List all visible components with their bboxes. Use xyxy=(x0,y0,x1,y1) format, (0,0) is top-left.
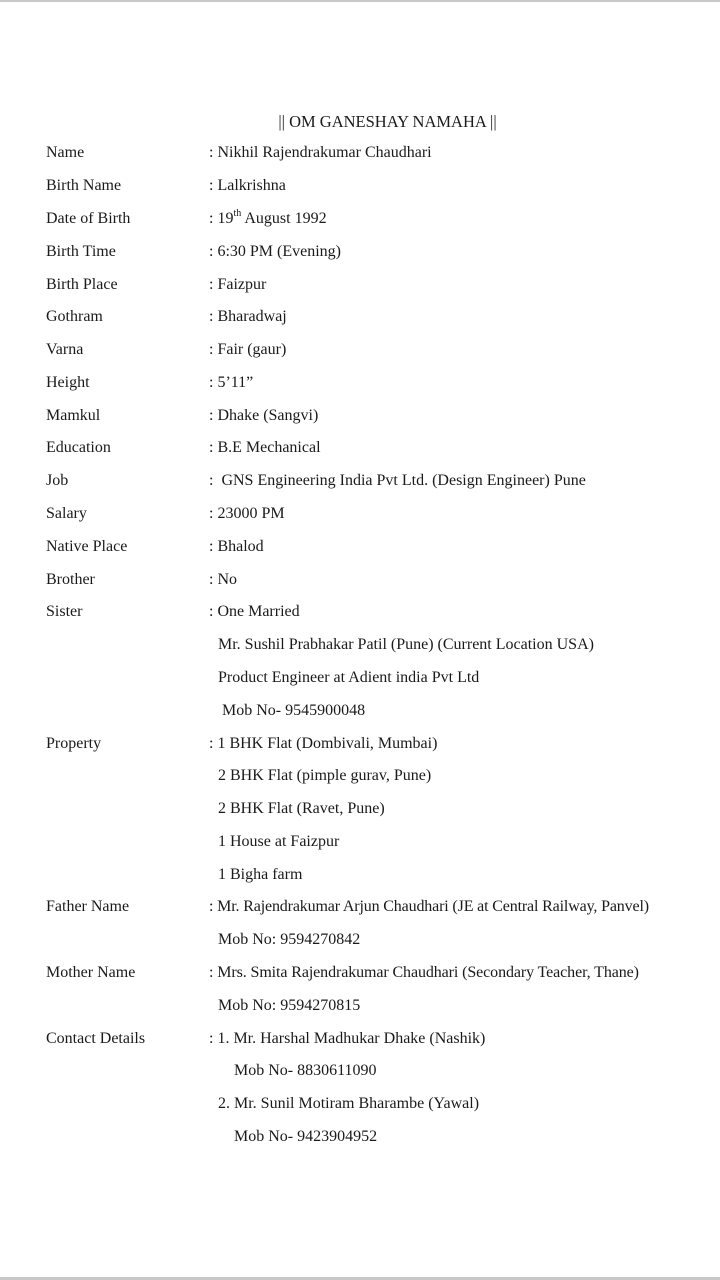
field-value: : 1. Mr. Harshal Madhukar Dhake (Nashik) xyxy=(209,1030,486,1047)
top-border xyxy=(0,0,720,2)
field-label: Property xyxy=(46,735,102,752)
field-label: Father Name xyxy=(46,898,130,915)
field-label: Height xyxy=(46,374,90,391)
dob-ordinal: th xyxy=(233,207,242,219)
field-label: Mother Name xyxy=(46,964,136,981)
continuation-text: 1 House at Faizpur xyxy=(218,833,340,850)
continuation-text: Mob No- 8830611090 xyxy=(234,1062,377,1079)
field-label: Varna xyxy=(46,341,84,358)
field-value: : Bhalod xyxy=(209,538,264,555)
field-value: : 1 BHK Flat (Dombivali, Mumbai) xyxy=(209,735,438,752)
dob-rest: August 1992 xyxy=(241,210,327,227)
field-value: : B.E Mechanical xyxy=(209,439,321,456)
field-label: Salary xyxy=(46,505,87,522)
field-value xyxy=(209,207,327,231)
continuation-text: Product Engineer at Adient india Pvt Ltd xyxy=(218,669,480,686)
continuation-text: Mob No- 9545900048 xyxy=(222,702,366,719)
field-label: Brother xyxy=(46,571,95,588)
field-label: Birth Place xyxy=(46,276,118,293)
field-label: Date of Birth xyxy=(46,210,131,227)
field-value: : Faizpur xyxy=(209,276,267,293)
title-text: || OM GANESHAY NAMAHA || xyxy=(278,112,497,131)
field-label: Education xyxy=(46,439,111,456)
field-value: : Bharadwaj xyxy=(209,308,287,325)
field-value: : No xyxy=(209,571,237,588)
continuation-text: 2 BHK Flat (pimple gurav, Pune) xyxy=(218,767,432,784)
field-label: Birth Time xyxy=(46,243,116,260)
field-label: Name xyxy=(46,144,85,161)
field-value: : Mr. Rajendrakumar Arjun Chaudhari (JE at Central Railway, Panvel) xyxy=(209,898,649,915)
document-title xyxy=(0,111,720,133)
field-label: Contact Details xyxy=(46,1030,146,1047)
field-label: Native Place xyxy=(46,538,128,555)
field-value: : Lalkrishna xyxy=(209,177,286,194)
continuation-text: Mob No: 9594270842 xyxy=(218,931,361,948)
field-value: : 6:30 PM (Evening) xyxy=(209,243,341,260)
field-label: Gothram xyxy=(46,308,103,325)
field-value: : 5’11” xyxy=(209,374,254,391)
field-value: : One Married xyxy=(209,603,300,620)
field-label: Birth Name xyxy=(46,177,122,194)
continuation-text: Mob No- 9423904952 xyxy=(234,1128,378,1145)
field-label: Sister xyxy=(46,603,83,620)
field-value: : Dhake (Sangvi) xyxy=(209,407,319,424)
continuation-text: 2 BHK Flat (Ravet, Pune) xyxy=(218,800,385,817)
field-label: Job xyxy=(46,472,69,489)
field-value: : Fair (gaur) xyxy=(209,341,287,358)
field-value: : Mrs. Smita Rajendrakumar Chaudhari (Secondary Teacher, Thane) xyxy=(209,964,639,981)
continuation-text: 2. Mr. Sunil Motiram Bharambe (Yawal) xyxy=(218,1095,480,1112)
field-label: Mamkul xyxy=(46,407,101,424)
continuation-text: Mob No: 9594270815 xyxy=(218,997,361,1014)
continuation-text: Mr. Sushil Prabhakar Patil (Pune) (Current Location USA) xyxy=(218,636,594,653)
continuation-text: 1 Bigha farm xyxy=(218,866,303,883)
field-value: : Nikhil Rajendrakumar Chaudhari xyxy=(209,144,432,161)
field-value: : GNS Engineering India Pvt Ltd. (Design Engineer) Pune xyxy=(209,472,586,489)
field-value: : 23000 PM xyxy=(209,505,285,522)
dob-day: : 19 xyxy=(209,210,234,227)
